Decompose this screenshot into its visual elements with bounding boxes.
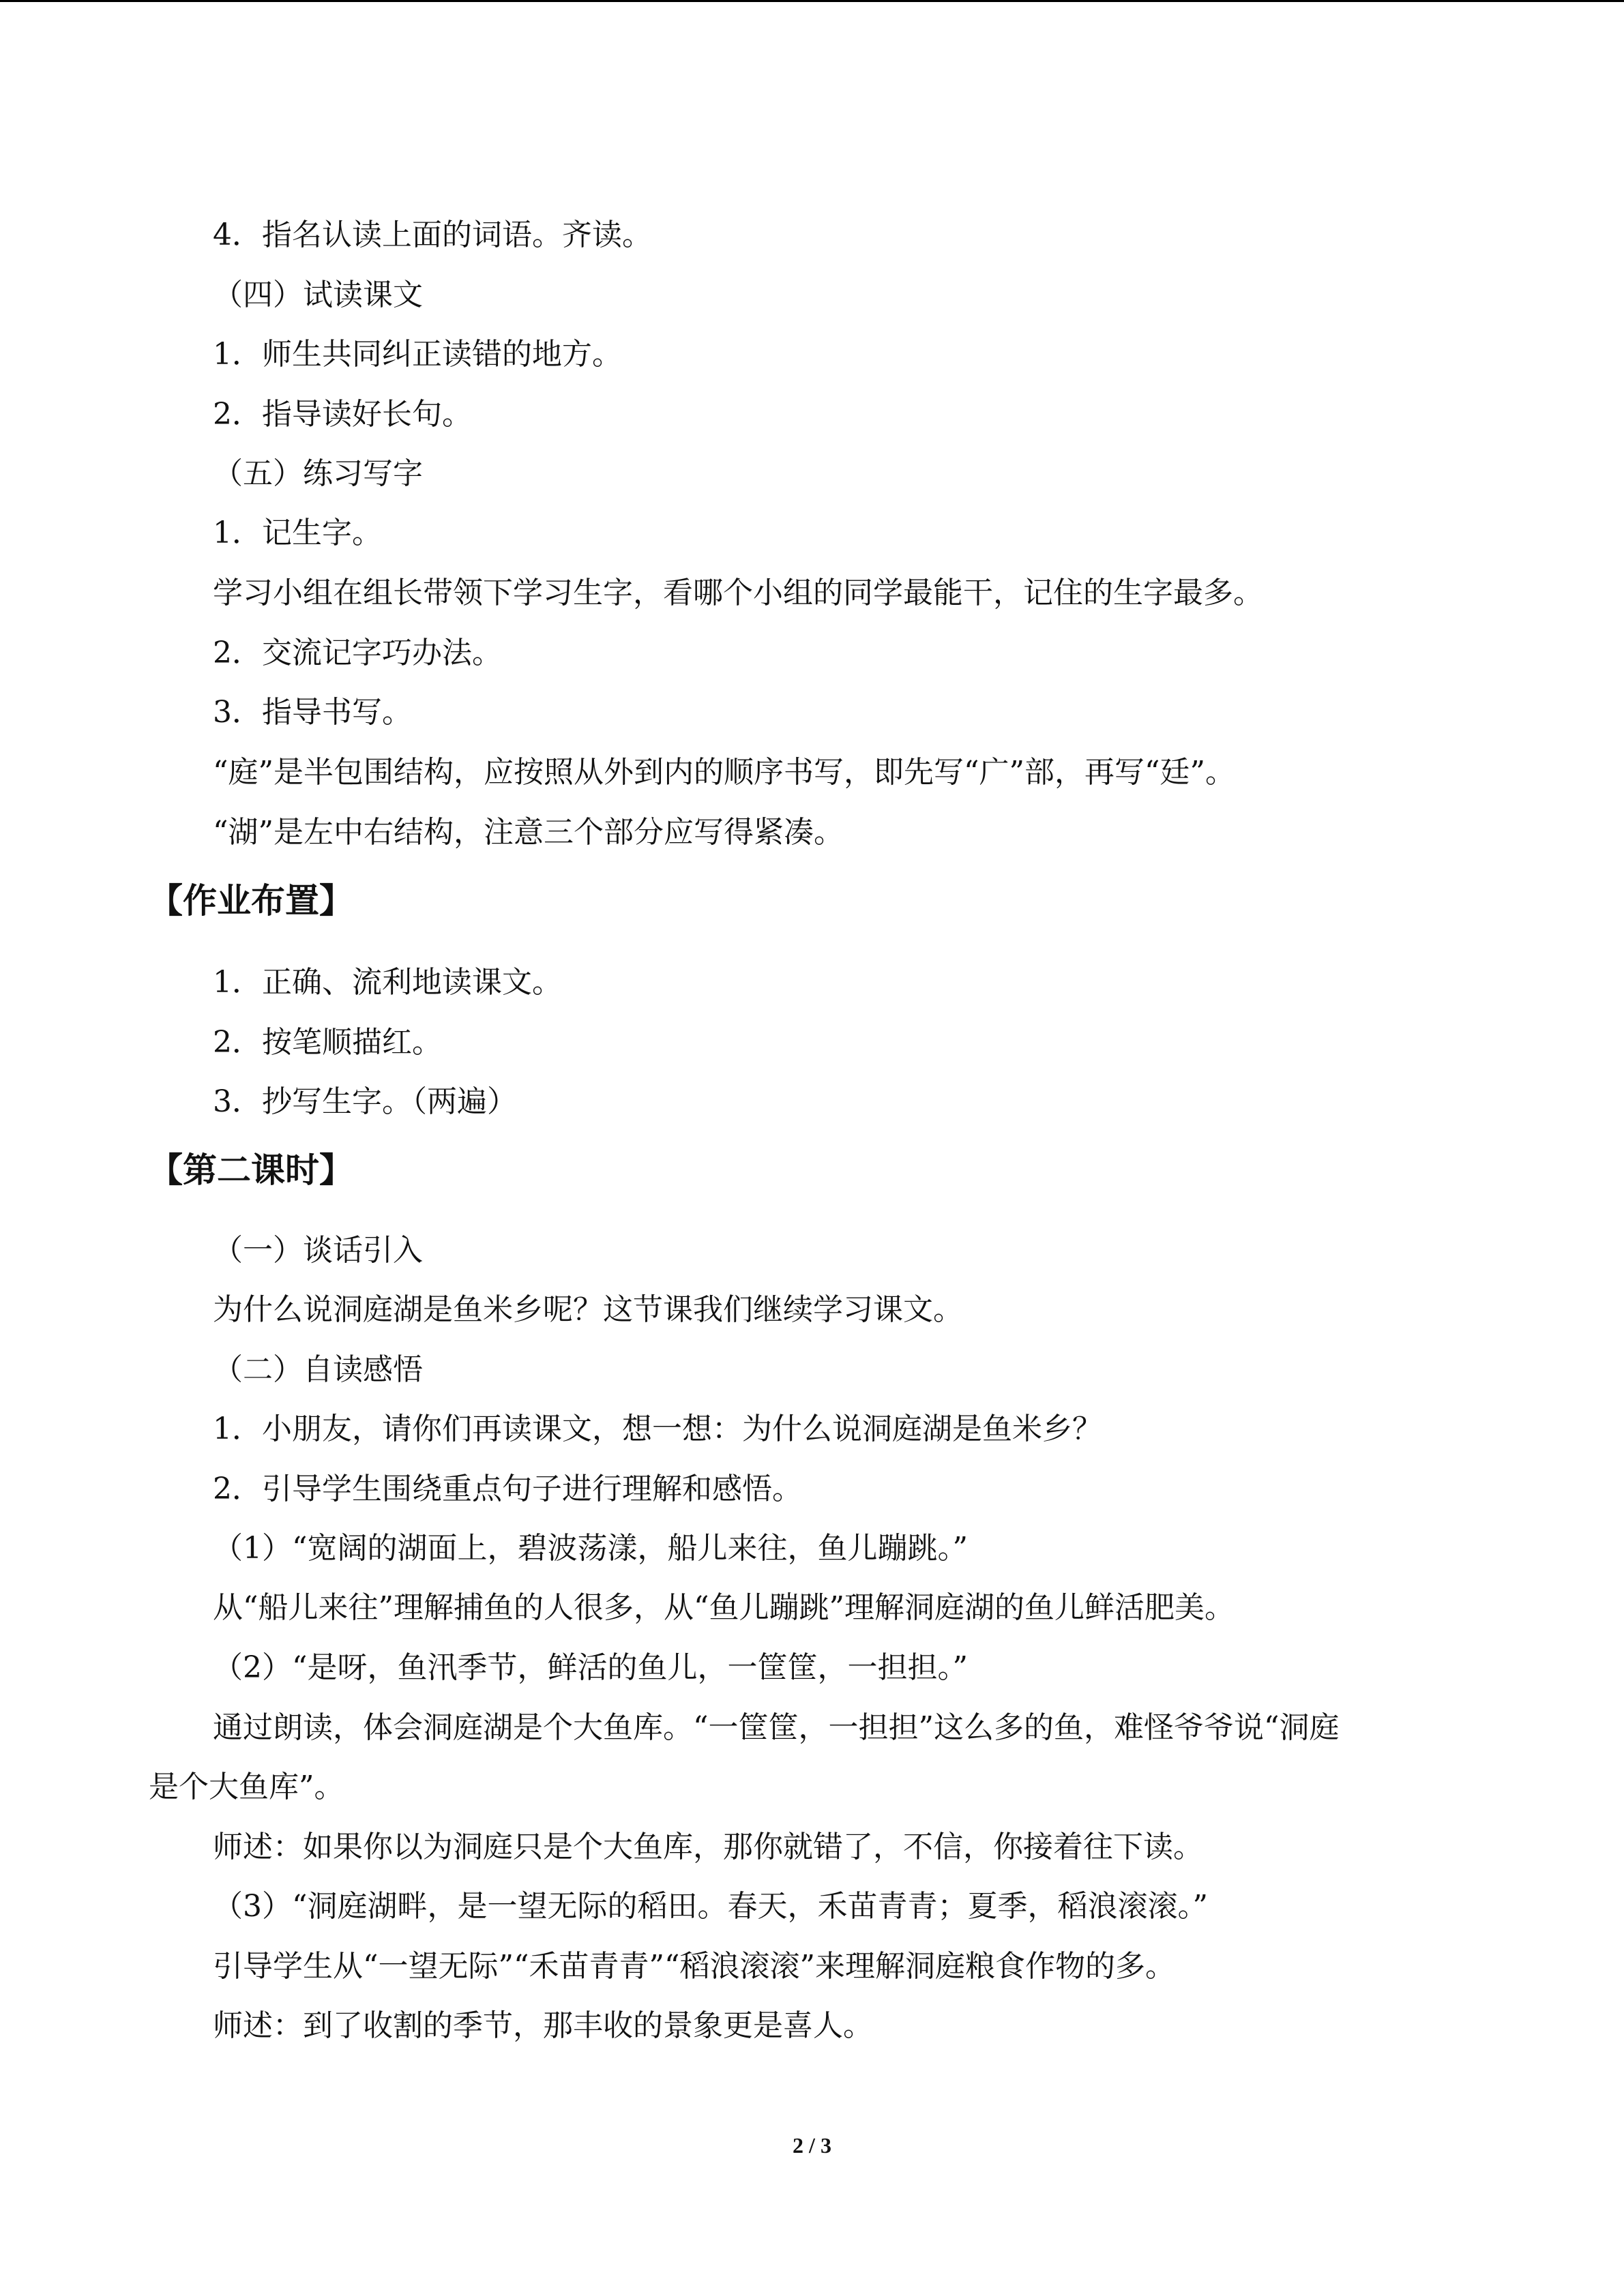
paragraph-line: 为什么说洞庭湖是鱼米乡呢？这节课我们继续学习课文。 [213,1292,963,1327]
paragraph-line: “庭”是半包围结构，应按照从外到内的顺序书写，即先写“广”部，再写“廷”。 [213,755,1235,790]
page-top-border [0,0,1624,2]
paragraph-line: 2．指导读好长句。 [213,397,472,432]
section-subheading: （一）谈话引入 [213,1233,423,1268]
section-subheading: （二）自读感悟 [213,1352,423,1387]
paragraph-line: 2．按笔顺描红。 [213,1025,442,1060]
section-heading-second-lesson: 【第二课时】 [149,1150,353,1190]
paragraph-line: 是个大鱼库”。 [149,1770,344,1804]
page-number: 2 / 3 [793,2133,831,2158]
paragraph-line: 1．记生字。 [213,516,382,550]
paragraph-line: 1．师生共同纠正读错的地方。 [213,337,622,372]
paragraph-line: 3．指导书写。 [213,695,412,730]
paragraph-line: “湖”是左中右结构，注意三个部分应写得紧凑。 [213,815,844,850]
paragraph-line: （1）“宽阔的湖面上，碧波荡漾，船儿来往，鱼儿蹦跳。” [213,1531,968,1566]
paragraph-line: 从“船儿来往”理解捕鱼的人很多，从“鱼儿蹦跳”理解洞庭湖的鱼儿鲜活肥美。 [213,1590,1235,1625]
paragraph-line: 2．引导学生围绕重点句子进行理解和感悟。 [213,1472,802,1506]
section-heading-homework: 【作业布置】 [149,881,353,921]
paragraph-line: （2）“是呀，鱼汛季节，鲜活的鱼儿，一筐筐，一担担。” [213,1650,968,1685]
paragraph-line: 2．交流记字巧办法。 [213,636,502,670]
paragraph-line: 引导学生从“一望无际”“禾苗青青”“稻浪滚滚”来理解洞庭粮食作物的多。 [213,1949,1175,1984]
paragraph-line: 师述：如果你以为洞庭只是个大鱼库，那你就错了，不信，你接着往下读。 [213,1830,1203,1864]
paragraph-line: 通过朗读，体会洞庭湖是个大鱼库。“一筐筐，一担担”这么多的鱼，难怪爷爷说“洞庭 [213,1710,1340,1745]
section-subheading: （五）练习写字 [213,456,423,491]
paragraph-line: 1．正确、流利地读课文。 [213,965,562,1000]
paragraph-line: 3．抄写生字。（两遍） [213,1084,517,1119]
paragraph-line: 4．指名认读上面的词语。齐读。 [213,218,652,252]
section-subheading: （四）试读课文 [213,278,423,312]
paragraph-line: 师述：到了收割的季节，那丰收的景象更是喜人。 [213,2008,873,2043]
paragraph-line: （3）“洞庭湖畔，是一望无际的稻田。春天，禾苗青青；夏季，稻浪滚滚。” [213,1889,1208,1924]
paragraph-line: 1．小朋友，请你们再读课文，想一想：为什么说洞庭湖是鱼米乡？ [213,1412,1102,1446]
paragraph-line: 学习小组在组长带领下学习生字，看哪个小组的同学最能干，记住的生字最多。 [213,576,1263,610]
